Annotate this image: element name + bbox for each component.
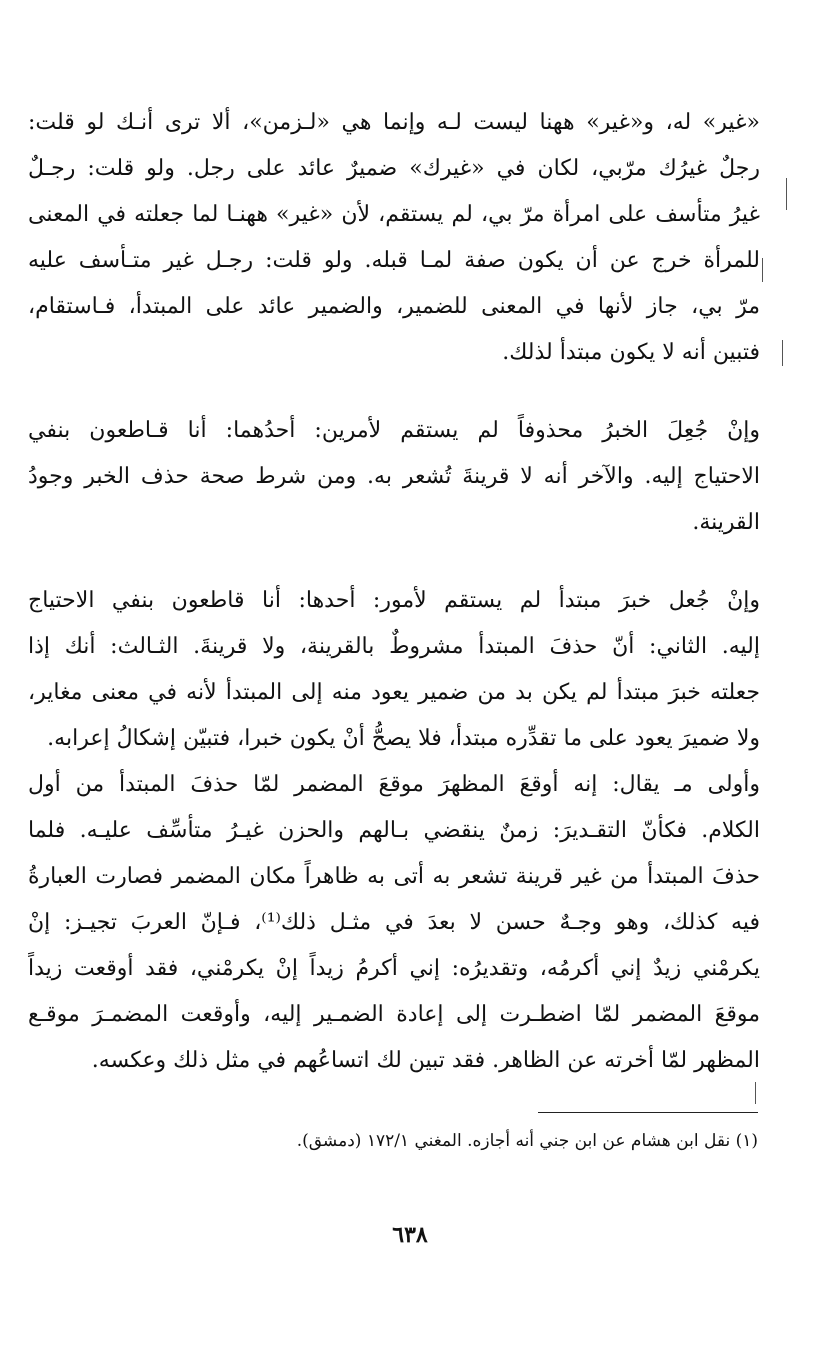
text-line: «غير» له، و«غير» ههنا ليست لـه وإنما هي «لـزمن»، ألا ترى أنـك لو قلت:	[28, 110, 760, 135]
paragraph	[28, 408, 760, 546]
paragraph	[28, 578, 760, 762]
text-line: الكلام. فكأنّ التقـديرَ: زمنٌ ينقضي بـالهم والحزن غيـرُ متأسِّف عليـه. فلما	[28, 818, 760, 843]
text-line: جعلته خبرَ مبتدأ لم يكن بد من ضمير يعود منه إلى المبتدأ لأنه في معنى مغاير،	[28, 680, 760, 705]
text-line: غيرُ متأسف على امرأة مرّ بي، لم يستقم، لأن «غير» ههنـا لما جعلته في المعنى	[28, 202, 760, 227]
margin-line-mark	[782, 340, 783, 366]
text-line: إليه. الثاني: أنّ حذفَ المبتدأ مشروطٌ بالقرينة، ولا قرينةَ. الثـالث: أنك إذا	[28, 634, 760, 659]
text-line: المظهر لمّا أخرته عن الظاهر. فقد تبين لك اتساعُهم في مثل ذلك وعكسه.	[91, 1048, 760, 1073]
text-line: الاحتياج إليه. والآخر أنه لا قرينةَ تُشعر به. ومن شرط صحة حذف الخبر وجودُ	[28, 464, 760, 489]
margin-line-mark	[786, 178, 787, 210]
paragraph	[28, 762, 760, 1084]
paragraph-gap	[28, 546, 760, 578]
margin-line-mark	[762, 258, 763, 282]
text-line: وأولى مـ يقال: إنه أوقعَ المظهرَ موقعَ المضمر لمّا حذفَ المبتدأ من أول	[28, 772, 760, 797]
page-number: ٦٣٨	[392, 1222, 428, 1248]
paragraph-gap	[28, 376, 760, 408]
paragraph	[28, 100, 760, 376]
text-line: يكرمْني زيدٌ إني أكرمُه، وتقديرُه: إني أكرمُ زيداً إنْ يكرمْني، فقد أوقعت زيداً	[28, 956, 760, 981]
text-line: القرينة.	[692, 510, 760, 535]
text-line: مرّ بي، جاز لأنها في المعنى للضمير، والضمير عائد على المبتدأ، فـاستقام،	[28, 294, 760, 319]
text-line: للمرأة خرج عن أن يكون صفة لمـا قبله. ولو قلت: رجـل غير متـأسف عليه	[28, 248, 760, 273]
margin-line-mark	[755, 1082, 756, 1104]
text-line: موقعَ المضمر لمّا اضطـرت إلى إعادة الضمـير إليه، وأوقعت المضمـرَ موقـع	[28, 1002, 760, 1027]
page-body	[28, 100, 760, 1084]
text-line: حذفَ المبتدأ من غير قرينة تشعر به أتى به ظاهراً مكان المضمر فصارت العبارةُ	[28, 864, 760, 889]
footnote-divider	[538, 1112, 758, 1113]
text-line: رجلٌ غيرُك مرّبي، لكان في «غيرك» ضميرٌ عائد على رجل. ولو قلت: رجـلٌ	[28, 156, 760, 181]
text-line: ولا ضميرَ يعود على ما تقدِّره مبتدأ، فلا يصحُّ أنْ يكون خبرا، فتبيّن إشكالُ إعرابه.	[47, 726, 760, 751]
text-line: وإنْ جُعِلَ الخبرُ محذوفاً لم يستقم لأمرين: أحدُهما: أنا قـاطعون بنفي	[28, 418, 760, 443]
text-line: فيه كذلك، وهو وجـهٌ حسن لا بعدَ في مثـل ذلك⁽¹⁾، فـإنّ العربَ تجيـز: إنْ	[28, 910, 760, 935]
text-line: فتبين أنه لا يكون مبتدأ لذلك.	[502, 340, 760, 365]
text-line: وإنْ جُعل خبرَ مبتدأ لم يستقم لأمور: أحدها: أنا قاطعون بنفي الاحتياج	[28, 588, 760, 613]
footnote: (١) نقل ابن هشام عن ابن جني أنه أجازه. المغني ١٧٢/١ (دمشق).	[296, 1131, 758, 1151]
